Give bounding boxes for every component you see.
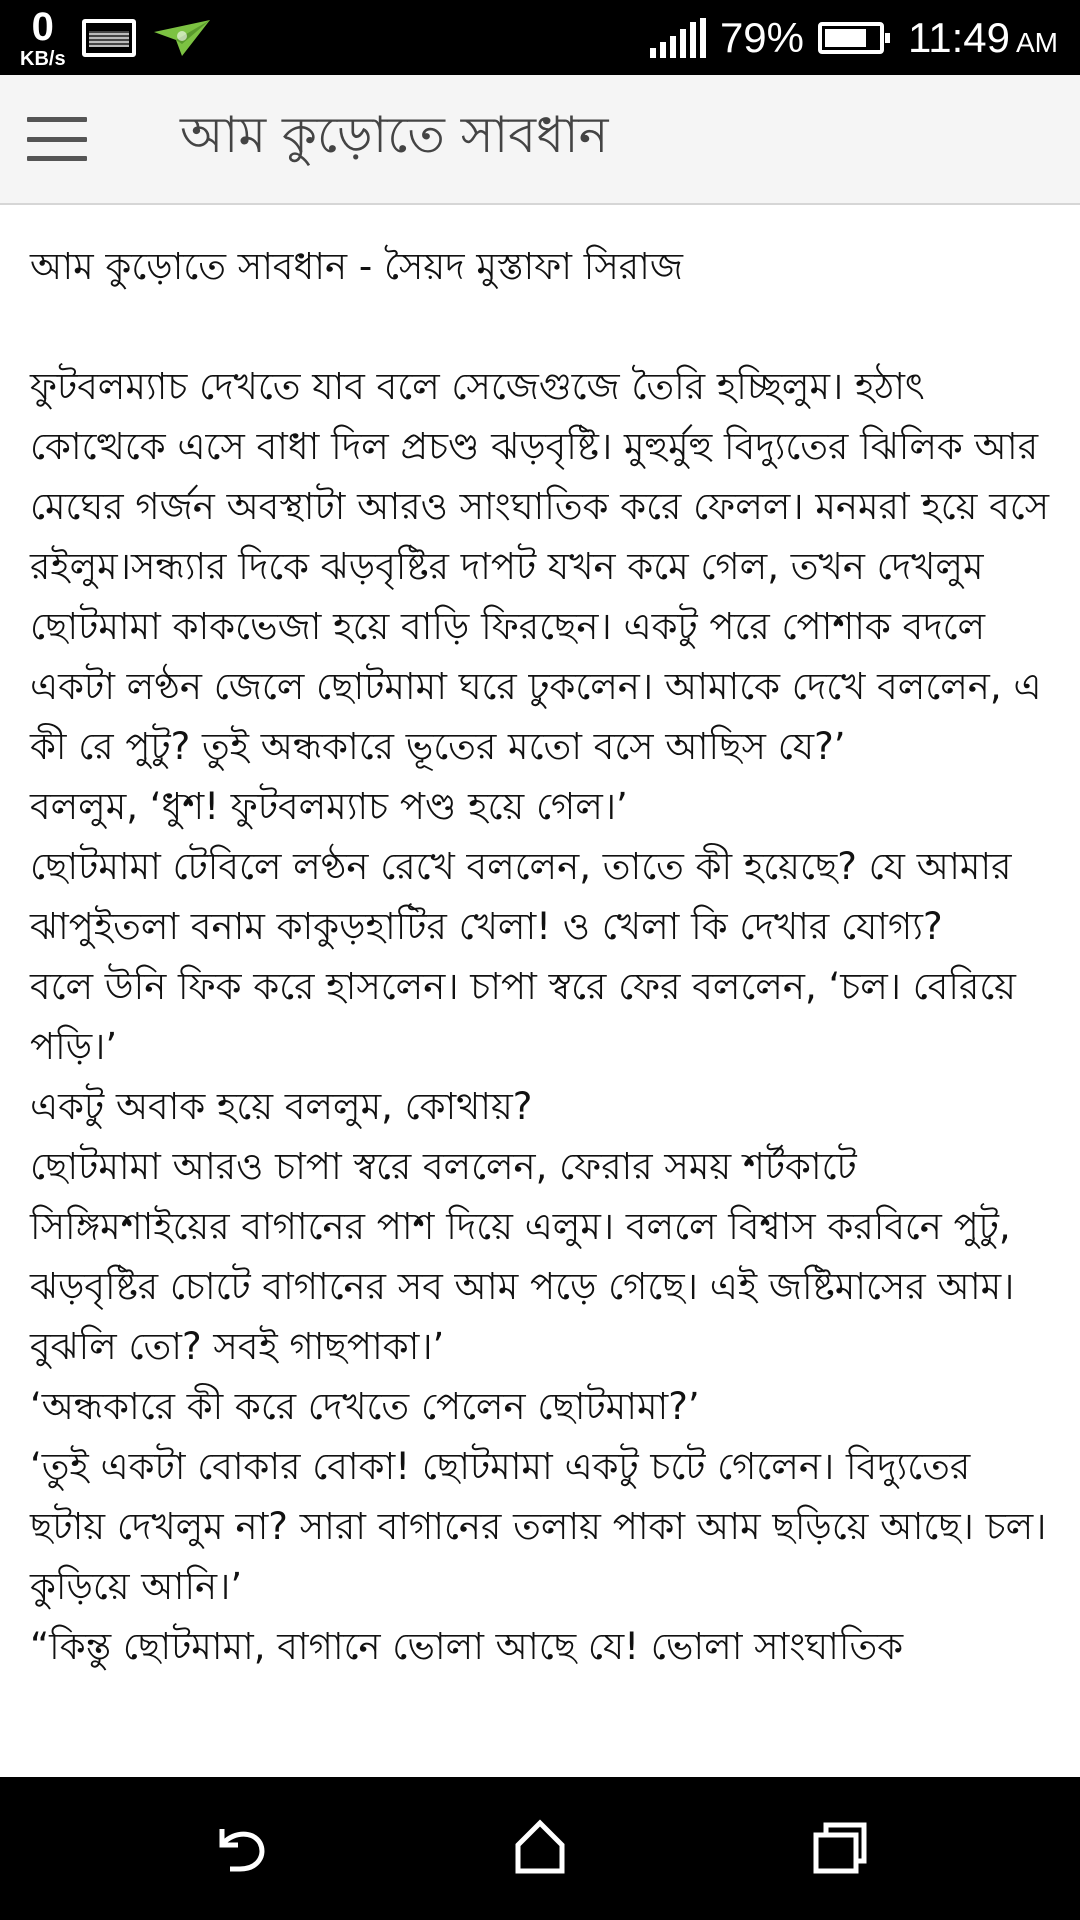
status-bar [0,0,1080,75]
article-paragraph: ছোটমামা আরও চাপা স্বরে বললেন, ফেরার সময় শর্টকাটে সিঙ্গিমশাইয়ের বাগানের পাশ দিয়ে এলুম। বললে বিশ্বাস করবিনে পুটু, ঝড়বৃষ্টির চোটে বাগানের সব আম পড়ে গেছে। এই জষ্টিমাসের আম। বুঝলি তো? সবই গাছপাকা।’ [30,1145,1015,1368]
article-paragraph: ফুটবলম্যাচ দেখতে যাব বলে সেজেগুজে তৈরি হচ্ছিলুম। হঠাৎ কোত্থেকে এসে বাধা দিল প্রচণ্ড ঝড়বৃষ্টি। মুহুর্মুহু বিদ্যুতের ঝিলিক আর মেঘের গর্জন অবস্থাটা আরও সাংঘাতিক করে ফেলল। মনমরা হয়ে বসে রইলুম।সন্ধ্যার দিকে ঝড়বৃষ্টির দাপট যখন কমে গেল, তখন দেখলুম ছোটমামা কাকভেজা হয়ে বাড়ি ফিরছেন। একটু পরে পোশাক বদলে একটা লণ্ঠন জেলে ছোটমামা ঘরে ঢুকলেন। আমাকে দেখে বললেন, এ কী রে পুটু? তুই অন্ধকারে ভূতের মতো বসে আছিস যে?’ [30,365,1050,768]
hamburger-menu-icon[interactable] [24,113,90,165]
article-scroll-area[interactable] [0,207,1080,1777]
network-speed-value: 0 [31,5,54,49]
article-paragraph: ‘অন্ধকারে কী করে দেখতে পেলেন ছোটমামা?’ [30,1385,700,1428]
article-body [0,207,1080,1677]
back-button[interactable] [190,1807,290,1887]
navigation-bar [0,1777,1080,1920]
clock [908,14,1058,62]
signal-icon [650,18,706,58]
status-bar-right [650,0,1058,75]
menu-line [27,117,87,122]
app-bar [0,75,1080,205]
clock-time: 11:49 [908,13,1010,61]
article-paragraph: ‘তুই একটা বোকার বোকা! ছোটমামা একটু চটে গেলেন। বিদ্যুতের ছটায় দেখলুম না? সারা বাগানের তলায় পাকা আম ছড়িয়ে আছে। চল। কুড়িয়ে আনি।’ [30,1445,1047,1608]
battery-percent: 79% [719,13,804,61]
page-title: আম কুড়োতে সাবধান [180,105,609,164]
menu-line [27,156,87,161]
recent-apps-button[interactable] [790,1807,890,1887]
battery-level-fill [825,29,866,47]
paper-plane-icon [152,18,212,58]
network-speed [20,7,66,69]
gallery-icon [82,19,136,57]
status-bar-left [20,4,212,72]
back-arrow-icon [208,1815,272,1879]
article-paragraph: ছোটমামা টেবিলে লণ্ঠন রেখে বললেন, তাতে কী হয়েছে? যে আমার ঝাপুইতলা বনাম কাকুড়হাটির খেলা! ও খেলা কি দেখার যোগ্য? [30,845,1012,948]
clock-ampm: AM [1016,26,1058,58]
article-paragraph: “কিন্তু ছোটমামা, বাগানে ভোলা আছে যে! ভোলা সাংঘাতিক [30,1625,904,1668]
network-speed-unit: KB/s [20,48,66,70]
home-icon [508,1815,572,1879]
battery-icon [818,22,884,54]
menu-line [27,137,87,142]
recent-apps-icon [808,1815,872,1879]
home-button[interactable] [490,1807,590,1887]
story-heading: আম কুড়োতে সাবধান - সৈয়দ মুস্তাফা সিরাজ [30,245,683,288]
article-paragraph: বললুম, ‘ধুশ! ফুটবলম্যাচ পণ্ড হয়ে গেল।’ [30,785,628,828]
article-paragraph: একটু অবাক হয়ে বললুম, কোথায়? [30,1085,533,1128]
article-paragraph: বলে উনি ফিক করে হাসলেন। চাপা স্বরে ফের বললেন, ‘চল। বেরিয়ে পড়ি।’ [30,965,1016,1068]
